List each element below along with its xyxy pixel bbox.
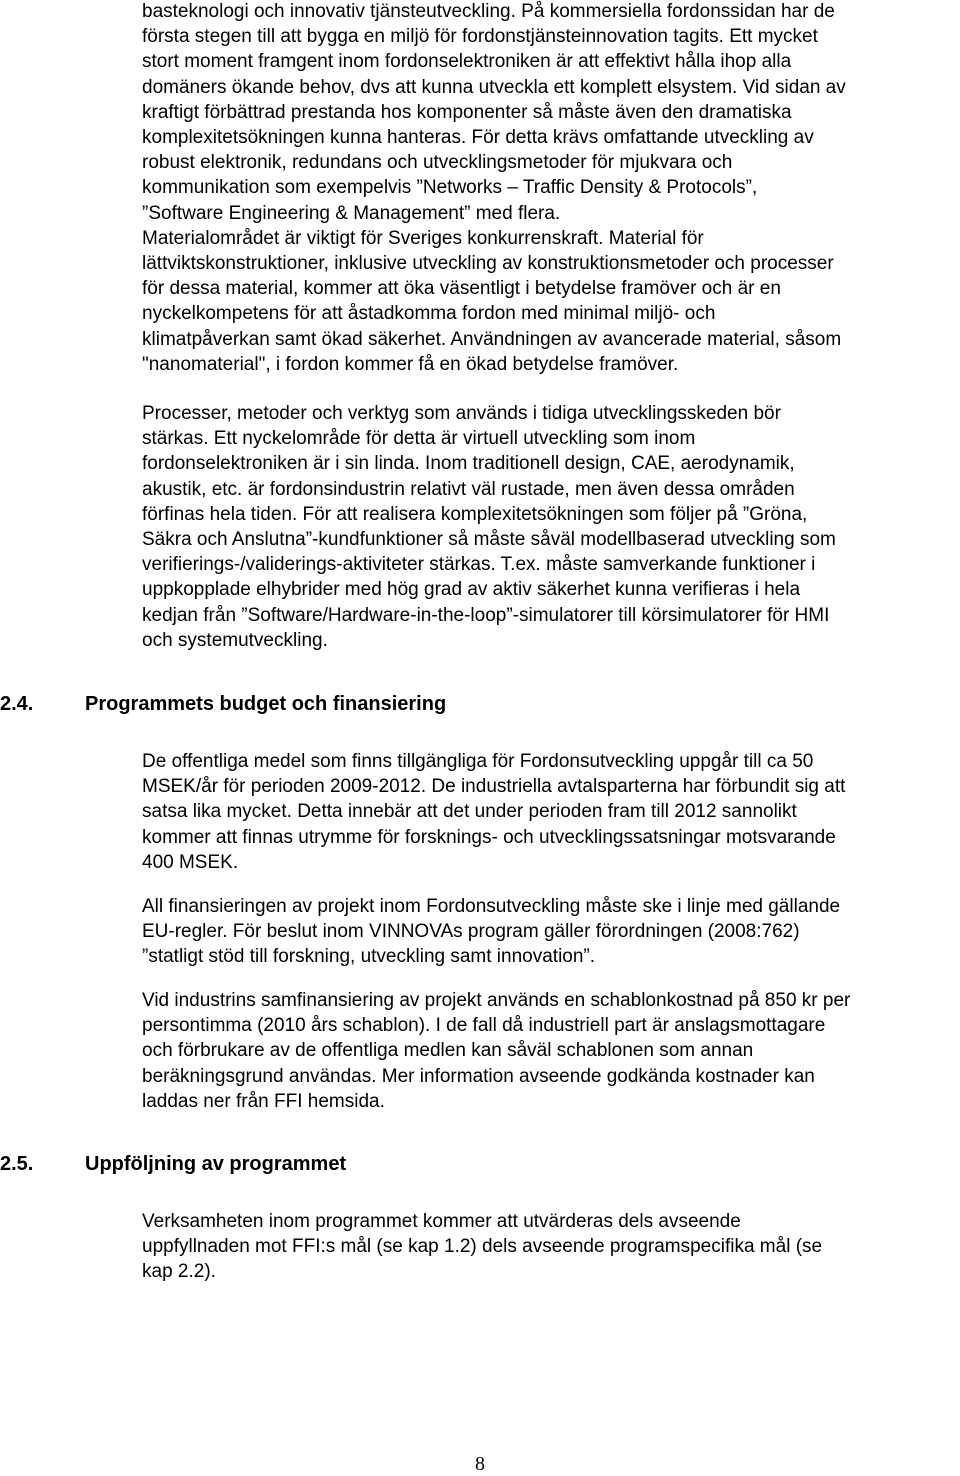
text-line: akustik, etc. är fordonsindustrin relativt väl rustade, men även dessa områden: [142, 478, 795, 500]
paragraph-evaluation: [142, 1209, 960, 1285]
text-line: och förbrukare av de offentliga medlen kan såväl schablonen som annan: [142, 1040, 754, 1062]
text-line: kedjan från ”Software/Hardware-in-the-loop”-simulatorer till körsimulatorer för HMI: [142, 604, 830, 626]
section-number: 2.4.: [0, 693, 34, 715]
paragraph-cofinancing: [142, 988, 960, 1114]
text-line: Verksamheten inom programmet kommer att utvärderas dels avseende: [142, 1211, 741, 1232]
section-heading-followup: [0, 1152, 346, 1177]
text-line: kap 2.2).: [142, 1261, 216, 1283]
text-line: ”Software Engineering & Management” med flera.: [142, 202, 561, 224]
text-line: och systemutveckling.: [142, 629, 328, 651]
paragraph-eu-rules: [142, 894, 960, 970]
section-heading-budget: [0, 692, 446, 717]
text-line: första stegen till att bygga en miljö för fordonstjänsteinnovation tagits. Ett mycket: [142, 26, 818, 48]
text-line: Vid industrins samfinansiering av projekt används en schablonkostnad på 850 kr per: [142, 990, 851, 1011]
text-line: satsa lika mycket. Detta innebär att det under perioden fram till 2012 sannolikt: [142, 801, 797, 823]
text-line: MSEK/år för perioden 2009-2012. De industriella avtalsparterna har förbundit sig att: [142, 776, 846, 798]
text-line: nyckelkompetens för att åstadkomma fordon med minimal miljö- och: [142, 303, 716, 325]
text-line: robust elektronik, redundans och utvecklingsmetoder för mjukvara och: [142, 152, 733, 174]
text-line: Materialområdet är viktigt för Sveriges konkurrenskraft. Material för: [142, 227, 704, 249]
text-line: kraftigt förbättrad prestanda hos komponenter så måste även den dramatiska: [142, 101, 792, 123]
section-title: Programmets budget och finansiering: [85, 693, 447, 715]
text-line: förfinas hela tiden. För att realisera komplexitetsökningen som följer på ”Gröna,: [142, 503, 808, 525]
text-line: domäners ökande behov, dvs att kunna utveckla ett komplett elsystem. Vid sidan av: [142, 76, 846, 98]
text-line: stort moment framgent inom fordonselektroniken är att effektivt hålla ihop alla: [142, 51, 792, 73]
page-number: 8: [475, 1453, 485, 1475]
text-line: klimatpåverkan samt ökad säkerhet. Användningen av avancerade material, såsom: [142, 328, 842, 350]
text-line: basteknologi och innovativ tjänsteutveckling. På kommersiella fordonssidan har de: [142, 1, 835, 22]
text-line: Säkra och Anslutna”-kundfunktioner så måste såväl modellbaserad utveckling som: [142, 529, 836, 551]
text-line: komplexitetsökningen kunna hanteras. För detta krävs omfattande utveckling av: [142, 127, 814, 149]
text-line: persontimma (2010 års schablon). I de fall då industriell part är anslagsmottagare: [142, 1015, 826, 1037]
text-line: för dessa material, kommer att öka väsentligt i betydelse framöver och är en: [142, 278, 781, 300]
text-line: lättviktskonstruktioner, inklusive utveckling av konstruktionsmetoder och processer: [142, 253, 834, 275]
text-line: Processer, metoder och verktyg som används i tidiga utvecklingsskeden bör: [142, 403, 781, 424]
text-line: uppkopplade elhybrider med hög grad av aktiv säkerhet kunna verifieras i hela: [142, 579, 801, 601]
text-line: EU-regler. För beslut inom VINNOVAs program gäller förordningen (2008:762): [142, 921, 800, 943]
text-line: uppfyllnaden mot FFI:s mål (se kap 1.2) dels avseende programspecifika mål (se: [142, 1236, 823, 1258]
text-line: ”statligt stöd till forskning, utveckling samt innovation”.: [142, 946, 596, 968]
text-line: De offentliga medel som finns tillgängliga för Fordonsutveckling uppgår till ca 50: [142, 751, 814, 772]
section-number: 2.5.: [0, 1153, 34, 1175]
paragraph-public-funding: [142, 749, 960, 875]
text-line: All finansieringen av projekt inom Fordonsutveckling måste ske i linje med gällande: [142, 896, 841, 917]
text-line: "nanomaterial", i fordon kommer få en ökad betydelse framöver.: [142, 353, 679, 375]
section-title: Uppföljning av programmet: [85, 1153, 347, 1175]
text-line: stärkas. Ett nyckelområde för detta är virtuell utveckling som inom: [142, 428, 696, 450]
text-line: verifierings-/validerings-aktiviteter stärkas. T.ex. måste samverkande funktioner i: [142, 554, 816, 576]
text-line: kommunikation som exempelvis ”Networks – Traffic Density & Protocols”,: [142, 177, 758, 199]
text-line: beräkningsgrund användas. Mer information avseende godkända kostnader kan: [142, 1065, 815, 1087]
text-line: fordonselektroniken är i sin linda. Inom traditionell design, CAE, aerodynamik,: [142, 453, 795, 475]
paragraph-processes-tools: [142, 401, 960, 653]
text-line: laddas ner från FFI hemsida.: [142, 1090, 385, 1112]
text-line: 400 MSEK.: [142, 851, 239, 873]
text-line: kommer att finnas utrymme för forsknings- och utvecklingssatsningar motsvarande: [142, 826, 836, 848]
paragraph-materials-electronics: [142, 0, 960, 377]
